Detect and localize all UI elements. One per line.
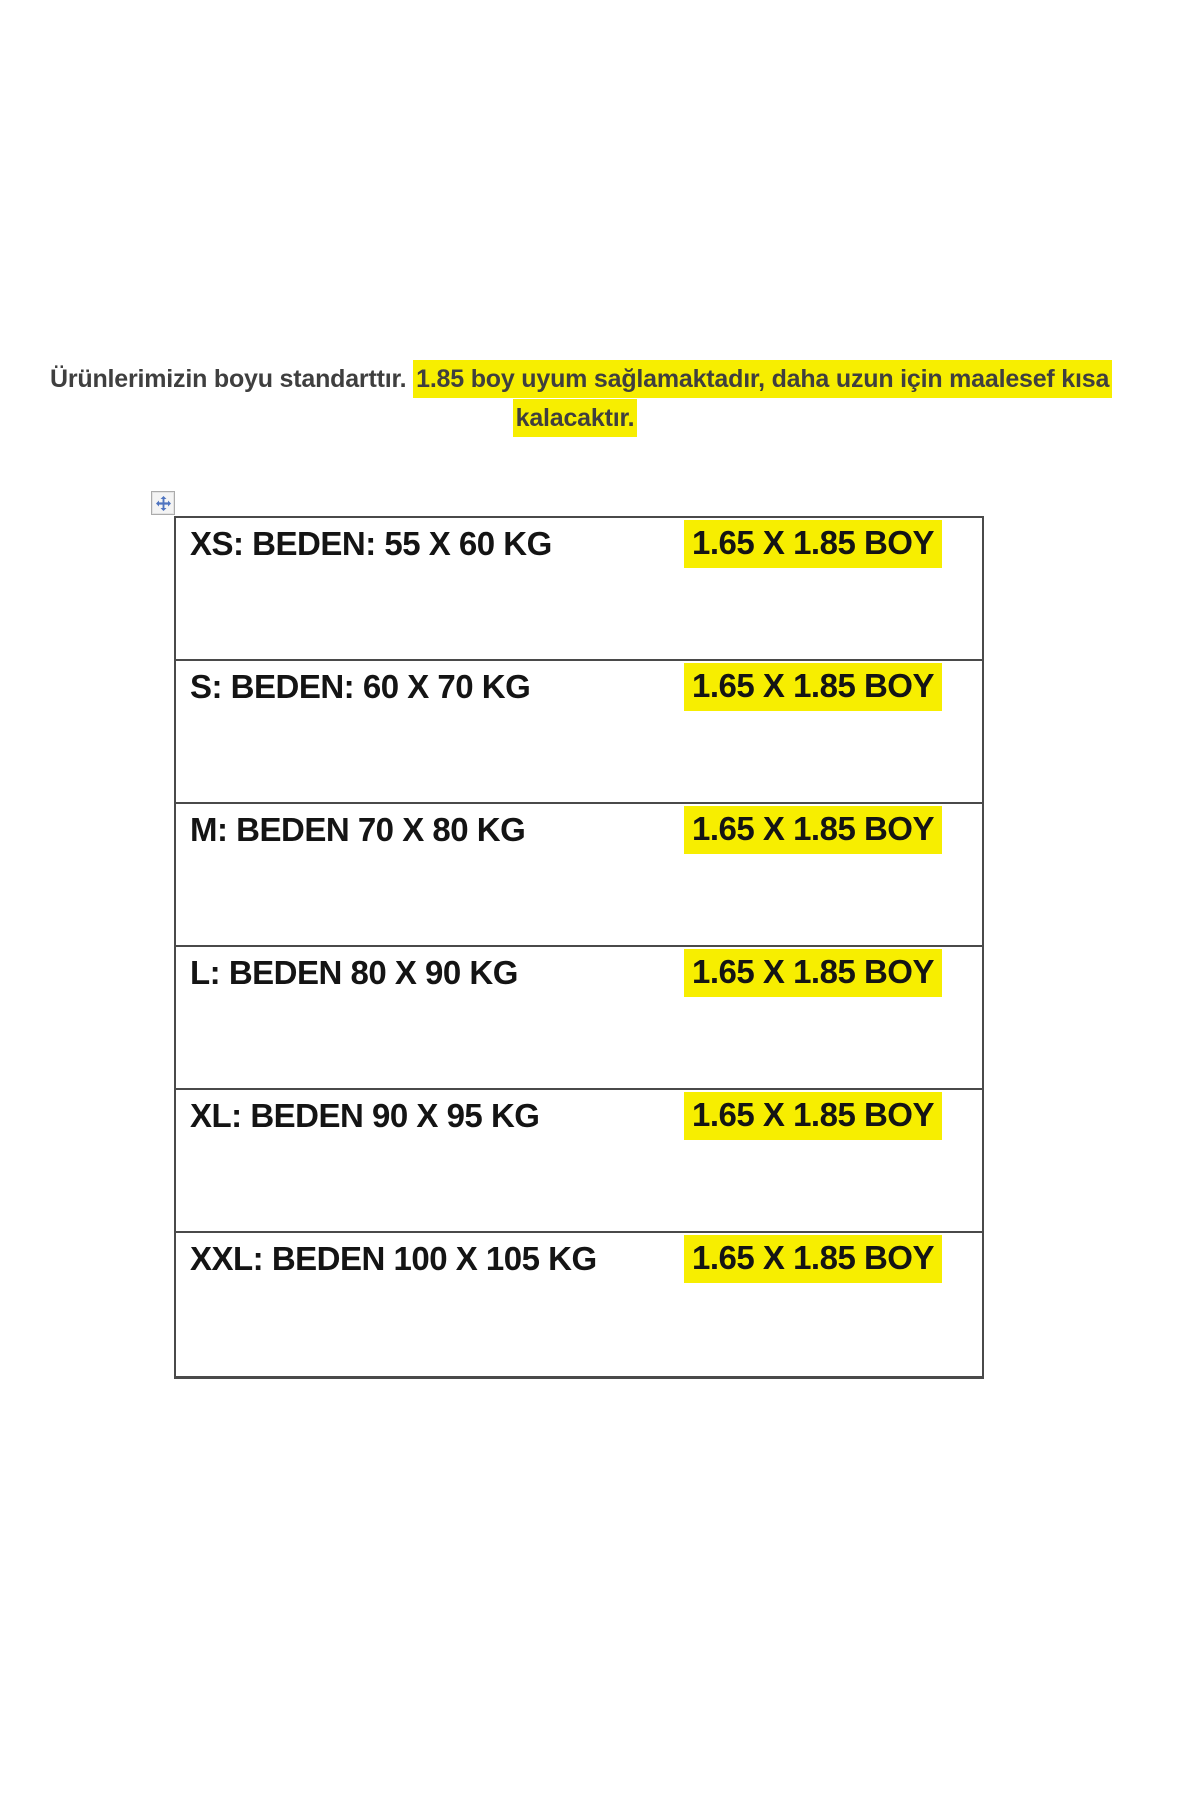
size-note-line1 bbox=[50, 360, 1110, 399]
size-label: M: BEDEN 70 X 80 KG bbox=[190, 811, 526, 848]
size-note-line2 bbox=[50, 399, 1100, 438]
size-label: XXL: BEDEN 100 X 105 KG bbox=[190, 1240, 597, 1277]
table-row bbox=[176, 1233, 982, 1376]
size-label: S: BEDEN: 60 X 70 KG bbox=[190, 668, 531, 705]
size-note-highlight-line1: 1.85 boy uyum sağlamaktadır, daha uzun için maalesef kısa bbox=[413, 360, 1112, 398]
table-row bbox=[176, 804, 982, 947]
size-note-text: Ürünlerimizin boyu standarttır. bbox=[50, 365, 414, 393]
height-range-highlight: 1.65 X 1.85 BOY bbox=[684, 1092, 942, 1140]
table-row bbox=[176, 1090, 982, 1233]
table-move-handle[interactable] bbox=[151, 491, 175, 515]
height-range-highlight: 1.65 X 1.85 BOY bbox=[684, 663, 942, 711]
size-table bbox=[174, 516, 984, 1379]
size-label: L: BEDEN 80 X 90 KG bbox=[190, 954, 518, 991]
height-range-highlight: 1.65 X 1.85 BOY bbox=[684, 806, 942, 854]
table-row bbox=[176, 518, 982, 661]
height-range-highlight: 1.65 X 1.85 BOY bbox=[684, 1235, 942, 1283]
size-label: XL: BEDEN 90 X 95 KG bbox=[190, 1097, 540, 1134]
move-cross-icon bbox=[156, 496, 171, 511]
height-range-highlight: 1.65 X 1.85 BOY bbox=[684, 949, 942, 997]
table-row bbox=[176, 661, 982, 804]
size-label: XS: BEDEN: 55 X 60 KG bbox=[190, 525, 552, 562]
size-note-highlight-line2: kalacaktır. bbox=[513, 399, 638, 437]
height-range-highlight: 1.65 X 1.85 BOY bbox=[684, 520, 942, 568]
size-note-paragraph bbox=[50, 360, 1110, 438]
table-row bbox=[176, 947, 982, 1090]
